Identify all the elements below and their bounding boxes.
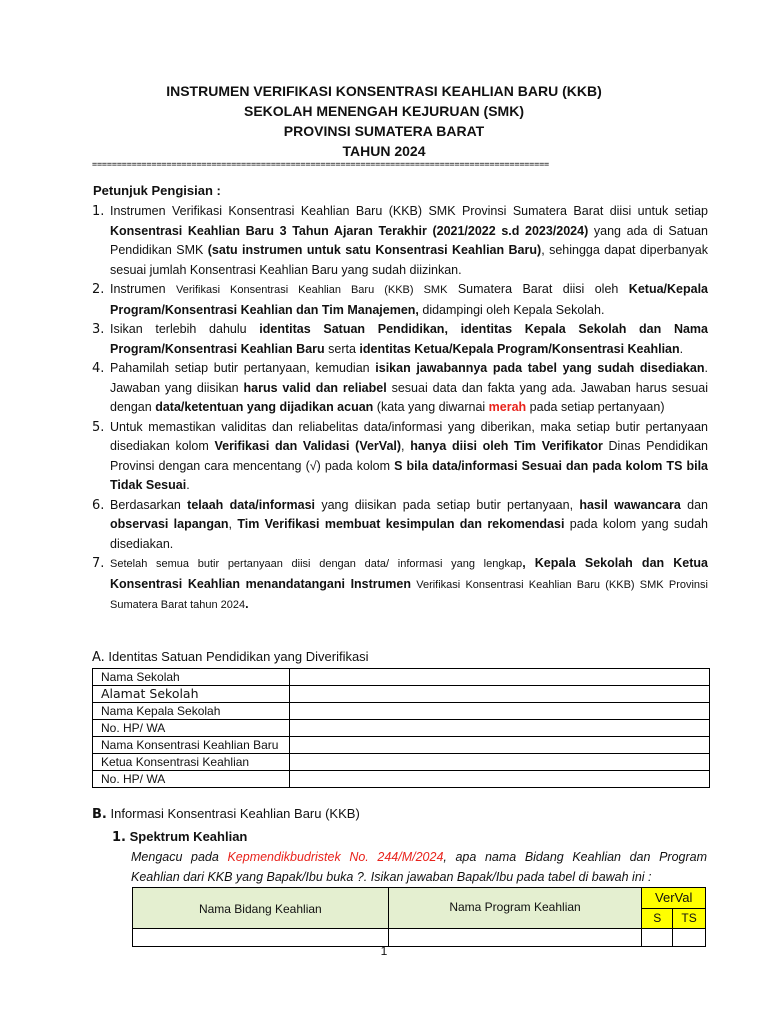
instruction-item — [92, 496, 708, 555]
text: Instrumen — [110, 282, 177, 296]
value-cell[interactable] — [290, 754, 710, 771]
table-row — [93, 737, 710, 754]
row-label: Ketua Konsentrasi Keahlian — [93, 754, 290, 771]
doc-title-line3: PROVINSI SUMATERA BARAT — [283, 123, 485, 139]
instruction-item — [92, 418, 708, 496]
doc-title-line4: TAHUN 2024 — [342, 143, 426, 159]
text: yang ada di Satuan Pendidikan SMK — [110, 223, 709, 257]
bold-text: identitas Satuan Pendidikan, identitas Kepala Sekolah dan Nama Program/Konsentrasi Keahlian Baru — [110, 322, 709, 356]
kkb-table — [132, 887, 706, 947]
subsection-number: 1. — [112, 830, 126, 845]
text: , apa nama Bidang Keahlian dan Program Keahlian dari KKB yang Bapak/Ibu buka ?. Isikan jawaban Bapak/Ibu pada tabel di bawah ini : — [131, 850, 707, 884]
text: pada setiap pertanyaan) — [526, 400, 665, 414]
ts-header: TS — [673, 908, 706, 929]
text: , — [228, 517, 238, 531]
text: didampingi oleh Kepala Sekolah. — [418, 302, 605, 317]
item-number: 7. — [92, 556, 105, 571]
doc-title-line2: SEKOLAH MENENGAH KEJURUAN (SMK) — [243, 103, 524, 119]
section-a-heading — [92, 649, 369, 665]
row-label: Nama Sekolah — [93, 669, 290, 686]
red-keyword: merah — [488, 400, 527, 414]
text: Verifikasi Konsentrasi Keahlian Baru (KKB) SMK Provinsi Sumatera Barat tahun 2024 — [110, 578, 708, 611]
text: Pahamilah setiap butir pertanyaan, kemudian — [110, 361, 376, 375]
table-row — [93, 669, 710, 686]
text: Dinas Pendidikan Provinsi dengan cara mencentang (√) pada kolom — [110, 439, 708, 473]
bold-text: identitas Ketua/Kepala Program/Konsentrasi Keahlian — [359, 341, 680, 356]
text: pada kolom yang sudah disediakan. — [110, 517, 708, 551]
text: . — [186, 478, 190, 492]
text: Berdasarkan — [110, 497, 188, 512]
section-title: Informasi Konsentrasi Keahlian Baru (KKB) — [110, 806, 360, 821]
separator-line: ============================================================================================ — [92, 160, 550, 170]
row-label: No. HP/ WA — [93, 720, 290, 737]
table-row — [93, 686, 710, 703]
section-letter: B. — [92, 807, 107, 822]
item-number: 4. — [92, 361, 105, 376]
text: serta — [324, 341, 360, 356]
table-row — [93, 754, 710, 771]
bold-text: isikan jawabannya pada tabel yang sudah disediakan — [375, 361, 705, 375]
value-cell[interactable] — [290, 686, 710, 703]
text: Setelah semua butir pertanyaan diisi dengan data/ informasi yang lengkap — [110, 558, 523, 570]
row-label: Alamat Sekolah — [93, 686, 290, 703]
text: Untuk memastikan validitas dan reliabelitas data/informasi yang diberikan, maka setiap butir pertanyaan disediakan kolom — [110, 419, 708, 453]
subsection-description — [131, 848, 707, 887]
value-cell[interactable] — [290, 703, 710, 720]
section-b-heading — [92, 806, 360, 822]
table-row — [93, 703, 710, 720]
text: (kata yang diwarnai — [373, 400, 489, 414]
value-cell[interactable] — [290, 669, 710, 686]
value-cell[interactable] — [290, 737, 710, 754]
bold-text: data/ketentuan yang dijadikan acuan — [155, 400, 374, 414]
text: Sumatera Barat diisi oleh — [447, 282, 629, 296]
text: sesuai data dan fakta yang ada. Jawaban harus sesuai dengan — [110, 380, 708, 414]
value-cell[interactable] — [290, 720, 710, 737]
item-number: 2. — [92, 282, 105, 297]
text: , sehingga dapat diperbanyak sesuai jumlah Konsentrasi Keahlian Baru yang sudah diizinkan. — [110, 243, 708, 277]
text: , — [401, 439, 411, 453]
col-bidang-header: Nama Bidang Keahlian — [133, 888, 389, 929]
text: Verifikasi Konsentrasi Keahlian Baru (KKB) SMK — [176, 284, 448, 296]
section-letter: A. — [92, 650, 105, 665]
subsection-1-heading — [112, 829, 247, 845]
bold-text: S bila data/informasi Sesuai dan pada kolom TS bila Tidak Sesuai — [110, 458, 709, 492]
red-reference: Kepmendikbudristek No. 244/M/2024 — [227, 850, 444, 864]
instruction-item — [92, 359, 708, 418]
table-row — [93, 771, 710, 788]
instruction-item — [92, 280, 708, 320]
bold-text: harus valid dan reliabel — [243, 380, 387, 395]
bold-text: Tim Verifikasi membuat kesimpulan dan rekomendasi — [237, 517, 565, 531]
text: Isikan terlebih dahulu — [110, 322, 260, 336]
bold-text: Konsentrasi Keahlian Baru 3 Tahun Ajaran Terakhir (2021/2022 s.d 2023/2024) — [110, 223, 589, 238]
bold-text: hasil wawancara — [579, 497, 681, 512]
verval-header: VerVal — [642, 888, 706, 909]
text: . — [679, 341, 684, 356]
item-number: 6. — [92, 497, 105, 513]
instructions-list — [92, 202, 708, 616]
text: yang diisikan pada setiap butir pertanyaan, — [315, 497, 580, 512]
instructions-heading: Petunjuk Pengisian : — [93, 183, 221, 198]
bold-text: observasi lapangan — [110, 517, 229, 531]
table-row — [93, 720, 710, 737]
bold-text: , Kepala Sekolah dan Ketua Konsentrasi Keahlian menandatangani Instrumen — [110, 556, 708, 591]
text: dan — [680, 497, 708, 512]
row-label: Nama Konsentrasi Keahlian Baru — [93, 737, 290, 754]
text: Mengacu pada — [131, 850, 228, 864]
table-header-row — [133, 888, 706, 909]
bold-text: hanya diisi oleh Tim Verifikator — [410, 439, 603, 453]
instruction-item — [92, 320, 708, 359]
bold-text: . — [245, 597, 249, 611]
row-label: No. HP/ WA — [93, 771, 290, 788]
bold-text: telaah data/informasi — [187, 497, 316, 512]
row-label: Nama Kepala Sekolah — [93, 703, 290, 720]
bold-text: Ketua/Kepala Program/Konsentrasi Keahlian dan Tim Manajemen, — [110, 282, 708, 317]
item-number: 5. — [92, 419, 105, 435]
bold-text: (satu instrumen untuk satu Konsentrasi Keahlian Baru) — [207, 243, 542, 257]
identity-table — [92, 668, 710, 788]
value-cell[interactable] — [290, 771, 710, 788]
instruction-item — [92, 554, 708, 616]
bold-text: Verifikasi dan Validasi (VerVal) — [214, 439, 402, 453]
instruction-item — [92, 202, 708, 280]
doc-title-line1: INSTRUMEN VERIFIKASI KONSENTRASI KEAHLIAN BARU (KKB) — [166, 83, 602, 99]
item-number: 3. — [92, 322, 105, 337]
s-header: S — [642, 908, 673, 929]
item-number: 1. — [92, 204, 105, 219]
page-number: 1 — [380, 944, 388, 958]
subsection-title: Spektrum Keahlian — [129, 829, 248, 844]
text: Instrumen Verifikasi Konsentrasi Keahlian Baru (KKB) SMK Provinsi Sumatera Barat diisi untuk setiap — [110, 204, 708, 218]
section-title: Identitas Satuan Pendidikan yang Diverifikasi — [108, 649, 369, 664]
text: . Jawaban yang diisikan — [110, 361, 708, 395]
col-program-header: Nama Program Keahlian — [388, 888, 642, 929]
